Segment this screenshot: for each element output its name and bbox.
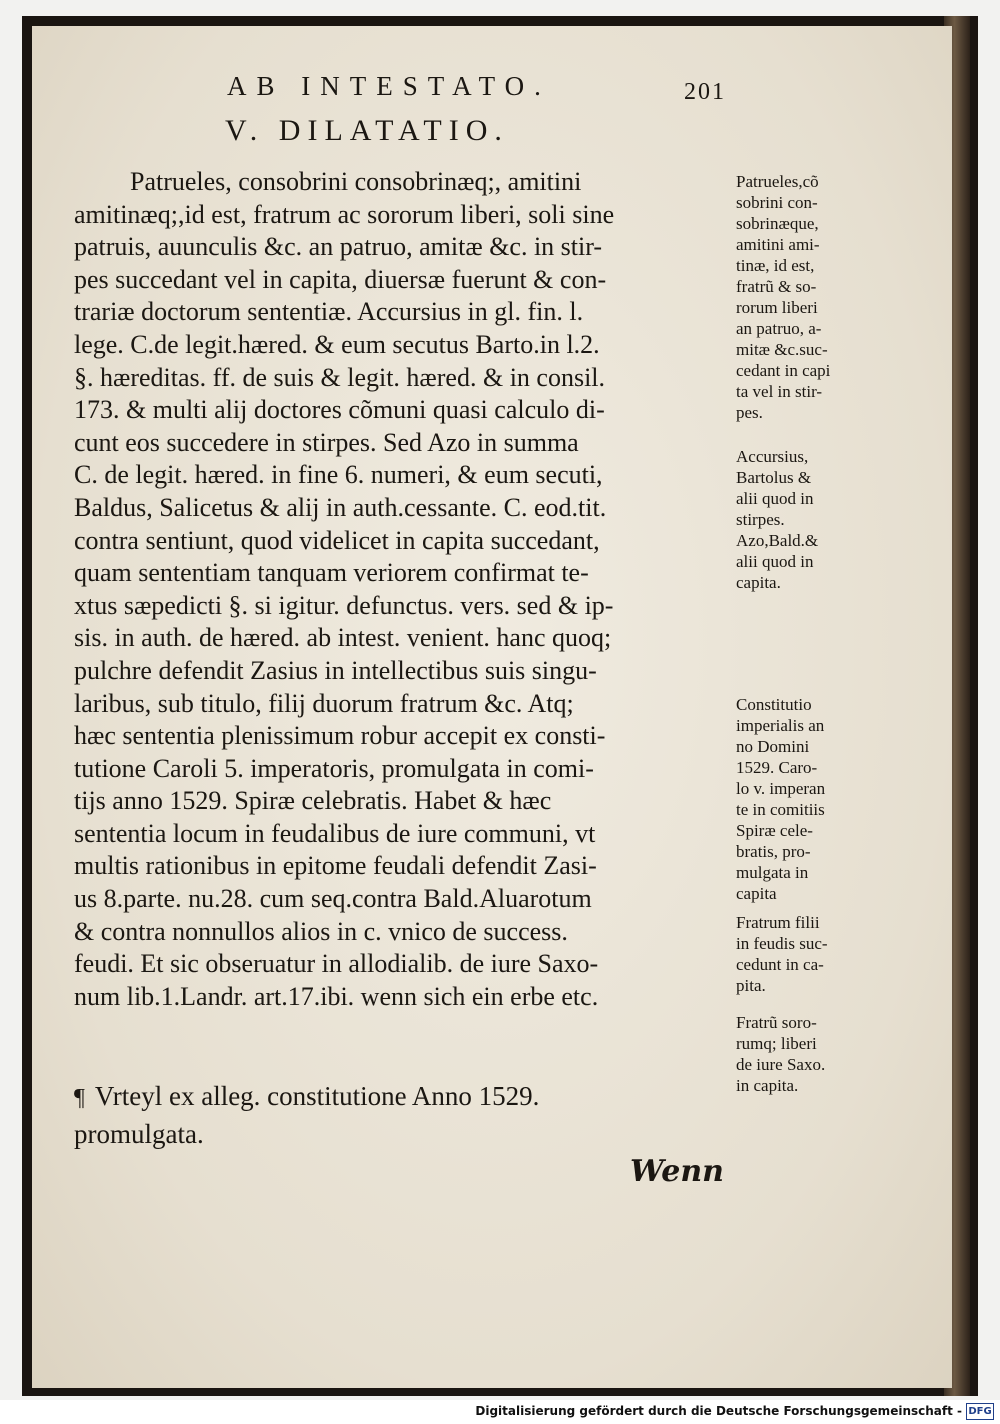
body-line: lege. C.de legit.hæred. & eum secutus Barto.in l.2. — [74, 329, 600, 359]
margin-note-line: amitini ami- — [736, 235, 820, 254]
margin-note-patrueles — [736, 171, 886, 423]
paragraph-line: Vrteyl ex alleg. constitutione Anno 1529. — [94, 1081, 540, 1111]
margin-note-line: in capita. — [736, 1076, 799, 1095]
body-line: xtus sæpedicti §. si igitur. defunctus. vers. sed & ip- — [74, 590, 614, 620]
body-line: us 8.parte. nu.28. cum seq.contra Bald.Aluarotum — [74, 884, 592, 914]
margin-note-sororum — [736, 1012, 886, 1096]
margin-note-line: rorum liberi — [736, 298, 818, 317]
margin-note-line: Accursius, — [736, 447, 809, 466]
margin-note-line: bratis, pro- — [736, 842, 811, 861]
margin-note-line: mitæ &c.suc- — [736, 340, 828, 359]
body-line: contra sentiunt, quod videlicet in capita succedant, — [74, 525, 600, 555]
margin-note-accursius — [736, 446, 886, 593]
body-line: pes succedant vel in capita, diuersæ fuerunt & con- — [74, 264, 607, 294]
margin-note-line: Spiræ cele- — [736, 821, 813, 840]
margin-note-line: pes. — [736, 403, 763, 422]
body-line: trariæ doctorum sententiæ. Accursius in gl. fin. l. — [74, 297, 584, 327]
body-line: & contra nonnullos alios in c. vnico de success. — [74, 916, 568, 946]
body-line: hæc sententia plenissimum robur accepit ex consti- — [74, 721, 606, 751]
margin-note-fratrum — [736, 912, 886, 996]
body-line: sis. in auth. de hæred. ab intest. venient. hanc quoq; — [74, 623, 612, 653]
margin-note-line: cedunt in ca- — [736, 955, 824, 974]
margin-note-line: sobrinæque, — [736, 214, 819, 233]
body-line: amitinæq;,id est, fratrum ac sororum liberi, soli sine — [74, 199, 615, 229]
margin-note-line: capita — [736, 884, 777, 903]
margin-note-line: 1529. Caro- — [736, 758, 818, 777]
body-line: §. hæreditas. ff. de suis & legit. hæred. & in consil. — [74, 362, 606, 392]
catchword: Wenn — [630, 1154, 724, 1189]
body-line: tutione Caroli 5. imperatoris, promulgata in comi- — [74, 753, 594, 783]
body-line: 173. & multi alij doctores cõmuni quasi calculo di- — [74, 395, 605, 425]
margin-note-line: sobrini con- — [736, 193, 818, 212]
margin-note-line: no Domini — [736, 737, 810, 756]
margin-note-line: mulgata in — [736, 863, 809, 882]
body-line: tijs anno 1529. Spiræ celebratis. Habet & hæc — [74, 786, 552, 816]
margin-note-line: capita. — [736, 573, 781, 592]
body-line: multis rationibus in epitome feudali defendit Zasi- — [74, 851, 597, 881]
margin-note-line: ta vel in stir- — [736, 382, 823, 401]
margin-note-line: alii quod in — [736, 489, 814, 508]
body-line: num lib.1.Landr. art.17.ibi. wenn sich ein erbe etc. — [74, 981, 599, 1011]
dfg-credit: Digitalisierung gefördert durch die Deutsche Forschungsgemeinschaft - — [475, 1404, 962, 1418]
margin-note-line: Bartolus & — [736, 468, 812, 487]
margin-note-line: Patrueles,cõ — [736, 172, 819, 191]
margin-note-line: imperialis an — [736, 716, 825, 735]
margin-note-line: te in comitiis — [736, 800, 825, 819]
paragraph-line: promulgata. — [74, 1119, 204, 1149]
margin-note-line: Fratrum filii — [736, 913, 820, 932]
margin-note-line: stirpes. — [736, 510, 785, 529]
margin-note-constitutio — [736, 694, 886, 904]
margin-note-line: fratrũ & so- — [736, 277, 817, 296]
margin-note-line: rumq; liberi — [736, 1034, 817, 1053]
margin-note-line: lo v. imperan — [736, 779, 826, 798]
paragraph-urteyl — [74, 1078, 754, 1152]
margin-note-line: alii quod in — [736, 552, 814, 571]
body-line: sententia locum in feudalibus de iure communi, vt — [74, 818, 596, 848]
body-line: feudi. Et sic obseruatur in allodialib. de iure Saxo- — [74, 949, 599, 979]
margin-note-line: pita. — [736, 976, 766, 995]
margin-note-line: Constitutio — [736, 695, 812, 714]
pilcrow-mark: ¶ — [74, 1085, 85, 1111]
margin-note-line: in feudis suc- — [736, 934, 828, 953]
margin-note-line: tinæ, id est, — [736, 256, 815, 275]
running-title: AB INTESTATO. — [227, 71, 551, 101]
section-title: V. DILATATIO. — [225, 114, 509, 147]
body-line: quam sententiam tanquam veriorem confirmat te- — [74, 558, 589, 588]
margin-note-line: Azo,Bald.& — [736, 531, 819, 550]
body-line: C. de legit. hæred. in fine 6. numeri, & eum secuti, — [74, 460, 603, 490]
margin-note-line: cedant in capi — [736, 361, 831, 380]
margin-note-line: Fratrũ soro- — [736, 1013, 817, 1032]
page-number: 201 — [684, 79, 726, 105]
body-line: Patrueles, consobrini consobrinæq;, amitini — [130, 167, 582, 196]
body-line: cunt eos succedere in stirpes. Sed Azo in summa — [74, 427, 579, 457]
body-text — [74, 166, 734, 1013]
body-line: Baldus, Salicetus & alij in auth.cessante. C. eod.tit. — [74, 492, 607, 522]
body-line: patruis, auunculis &c. an patruo, amitæ &c. in stir- — [74, 232, 603, 262]
margin-note-line: an patruo, a- — [736, 319, 822, 338]
margin-note-line: de iure Saxo. — [736, 1055, 826, 1074]
body-line: pulchre defendit Zasius in intellectibus suis singu- — [74, 655, 597, 685]
dfg-logo: DFG — [966, 1403, 994, 1420]
book-page — [32, 26, 952, 1388]
body-line: laribus, sub titulo, filij duorum fratrum &c. Atq; — [74, 688, 574, 718]
